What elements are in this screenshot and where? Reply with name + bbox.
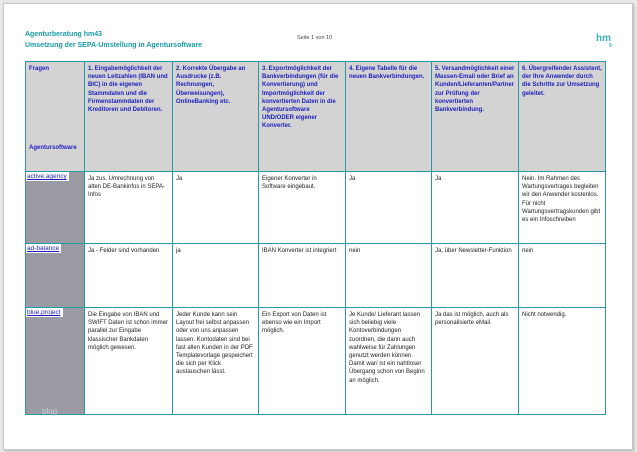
table-cell: Nicht notwendig.	[519, 308, 606, 415]
column-header: 1. Eingabemöglichkeit der neuen Leitzahlen (IBAN und BIC) in die eigenen Stammdaten und die Firmenstammdaten der Kreditoren und Debitoren.	[85, 62, 173, 172]
header-org: Agenturberatung hm43	[25, 31, 103, 38]
table-cell: Je Kunde/ Lieferant lassen sich beliebig viele Kontoverbindungen zuordnen, die dann auch wahlweise für Zahlungen genutzt werden können. Damit war/ ist ein nahtloser Übergang schon von Beginn an möglich.	[346, 308, 432, 415]
software-link-active-agency[interactable]: active.agency	[27, 173, 67, 180]
table-cell: Nein. Im Rahmen des Wartungsvertrages begleiten wir den Anwender kostenlos. Für nicht Wartungsvertragskunden gibt es ein Infoschreiben	[519, 172, 606, 244]
software-name-cell	[26, 172, 85, 244]
table-cell: Ja	[432, 172, 519, 244]
table-cell: Ja, über Newsletter-Funktion	[432, 244, 519, 308]
table-cell: IBAN Konverter ist integriert	[259, 244, 346, 308]
corner-cell	[26, 62, 85, 172]
corner-questions: Fragen	[29, 66, 50, 72]
table-cell: Ja das ist möglich, auch als personalisierte eMail.	[432, 308, 519, 415]
logo-main: hm	[596, 33, 611, 44]
table-row	[26, 308, 606, 415]
software-link-ad-balance[interactable]: ad-balance	[27, 245, 60, 252]
watermark-blog: blog	[42, 407, 58, 416]
page-number: Seite 1 von 10	[297, 35, 333, 41]
table-cell: nein	[346, 244, 432, 308]
header-subtitle: Umsetzung der SEPA-Umstellung in Agentursoftware	[25, 42, 202, 49]
logo	[596, 33, 620, 53]
table-cell: Ein Export von Daten ist ebenso wie ein Import möglich.	[259, 308, 346, 415]
software-name-cell	[26, 244, 85, 308]
table-cell: Eigener Konverter in Software eingebaut.	[259, 172, 346, 244]
header-row	[26, 62, 606, 172]
table-cell: Ja	[173, 172, 259, 244]
column-header: 2. Korrekte Übergabe an Ausdrucke (z.B. Rechnungen, Überweisungen), OnlineBanking etc.	[173, 62, 259, 172]
table-row	[26, 172, 606, 244]
table-cell: Die Eingabe von IBAN und SWIFT Daten ist schon immer parallel zur Eingabe klassischer Bankdaten möglich gewesen.	[85, 308, 173, 415]
column-header: 3. Exportmöglichkeit der Bankverbindungen (für die Konvertierung) und Importmöglichkeit der konvertierten Daten in die Agentursoftware UND/ODER eigener Konverter.	[259, 62, 346, 172]
table-cell: Ja	[346, 172, 432, 244]
table-cell: Ja zus. Umrechnung von alten DE-Bankinfos in SEPA-Infos	[85, 172, 173, 244]
table-cell: Ja - Felder sind vorhanden	[85, 244, 173, 308]
table-row	[26, 244, 606, 308]
comparison-table	[25, 61, 606, 415]
document-page	[3, 3, 633, 450]
corner-software: Agentursoftware	[29, 145, 77, 151]
column-header: 4. Eigene Tabelle für die neuen Bankverbindungen.	[346, 62, 432, 172]
table-cell: nein	[519, 244, 606, 308]
column-header: 5. Versandmöglichkeit einer Massen-Email oder Brief an Kunden/Lieferanten/Partner zur Prüfung der konvertierten Bankverbindung.	[432, 62, 519, 172]
logo-sub: 9	[609, 43, 612, 49]
column-header: 6. Übergreifender Assistent, der Ihre Anwender durch die Schritte zur Umsetzung geleitet.	[519, 62, 606, 172]
table-cell: ja	[173, 244, 259, 308]
software-link-blue-project[interactable]: blue.project	[27, 309, 61, 316]
software-name-cell	[26, 308, 85, 415]
table-cell: Jeder Kunde kann sein Layout frei selbst anpassen oder von uns anpassen lassen. Kontodaten sind bei fast allen Kunden in der PDF Templatevorlage gespeichert die sich per Klick austauschen lässt.	[173, 308, 259, 415]
